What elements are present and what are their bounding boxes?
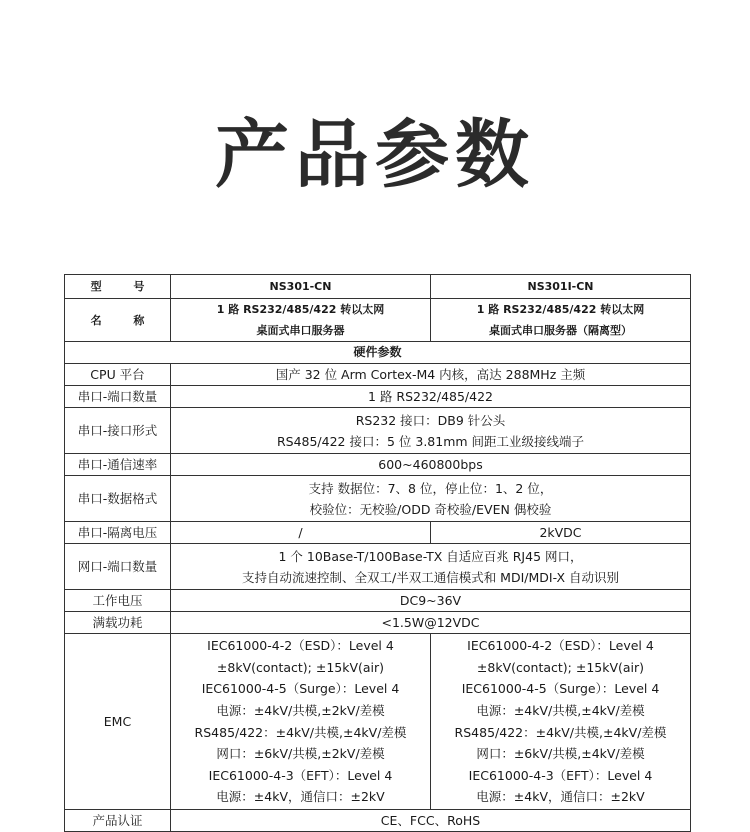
table-row-cpu: [65, 364, 691, 386]
voltage-value: DC9~36V: [171, 590, 691, 612]
port-count-value: 1 路 RS232/485/422: [171, 386, 691, 408]
table-row-power: [65, 612, 691, 634]
emc-line: IEC61000-4-3（EFT）：Level 4: [208, 767, 393, 783]
spec-table: [64, 274, 691, 832]
table-row-emc: [65, 634, 691, 810]
table-row-cert: [65, 810, 691, 832]
net-port-line: 支持自动流速控制、全双工/半双工通信模式和 MDI/MDI-X 自动识别: [241, 569, 619, 585]
voltage-label: 工作电压: [65, 590, 171, 612]
isolation-value-a: /: [171, 522, 431, 544]
emc-line: IEC61000-4-2（ESD）：Level 4: [467, 638, 654, 654]
table-row-data-format: [65, 476, 691, 522]
net-port-line: 1 个 10Base-T/100Base-TX 自适应百兆 RJ45 网口，: [278, 548, 583, 564]
port-form-line: RS485/422 接口：5 位 3.81mm 间距工业级接线端子: [276, 433, 585, 449]
net-port-value: [171, 544, 691, 590]
power-label: 满载功耗: [65, 612, 171, 634]
name-label: 名 称: [65, 299, 171, 342]
cpu-value: 国产 32 位 Arm Cortex-M4 内核，高达 288MHz 主频: [171, 364, 691, 386]
emc-line: ±8kV(contact); ±15kV(air): [476, 659, 645, 675]
data-format-line: 校验位：无校验/ODD 奇校验/EVEN 偶校验: [309, 501, 552, 517]
emc-label: EMC: [65, 634, 171, 810]
cpu-label: CPU 平台: [65, 364, 171, 386]
table-row-isolation: [65, 522, 691, 544]
port-form-label: 串口-接口形式: [65, 408, 171, 454]
table-row-port-count: [65, 386, 691, 408]
model-a: NS301-CN: [171, 275, 431, 299]
emc-line: ±8kV(contact); ±15kV(air): [216, 659, 385, 675]
name-a-line: 1 路 RS232/485/422 转以太网: [216, 303, 385, 316]
name-a: [171, 299, 431, 342]
baud-label: 串口-通信速率: [65, 454, 171, 476]
table-row-name: [65, 299, 691, 342]
port-form-value: [171, 408, 691, 454]
emc-value-b: [431, 634, 691, 810]
net-port-label: 网口-端口数量: [65, 544, 171, 590]
name-b-line: 桌面式串口服务器（隔离型）: [489, 324, 632, 337]
model-label: 型 号: [65, 275, 171, 299]
emc-line: 网口：±6kV/共模,±4kV/差模: [476, 746, 645, 762]
emc-line: IEC61000-4-5（Surge）：Level 4: [201, 681, 400, 697]
emc-line: RS485/422：±4kV/共模,±4kV/差模: [454, 724, 667, 740]
isolation-value-b: 2kVDC: [431, 522, 691, 544]
table-row-baud: [65, 454, 691, 476]
table-row-model: [65, 275, 691, 299]
isolation-label: 串口-隔离电压: [65, 522, 171, 544]
port-form-line: RS232 接口：DB9 针公头: [355, 412, 506, 428]
table-row-port-form: [65, 408, 691, 454]
emc-line: 网口：±6kV/共模,±2kV/差模: [216, 746, 385, 762]
emc-line: IEC61000-4-3（EFT）：Level 4: [468, 767, 653, 783]
name-b-line: 1 路 RS232/485/422 转以太网: [476, 303, 645, 316]
name-a-line: 桌面式串口服务器: [256, 324, 345, 337]
emc-value-a: [171, 634, 431, 810]
cert-label: 产品认证: [65, 810, 171, 832]
cert-value: CE、FCC、RoHS: [171, 810, 691, 832]
table-row-voltage: [65, 590, 691, 612]
data-format-line: 支持 数据位：7、8 位，停止位：1、2 位，: [308, 480, 553, 496]
data-format-value: [171, 476, 691, 522]
emc-line: 电源：±4kV，通信口：±2kV: [476, 789, 645, 805]
emc-line: 电源：±4kV，通信口：±2kV: [216, 789, 385, 805]
emc-line: 电源：±4kV/共模,±4kV/差模: [476, 702, 645, 718]
emc-line: 电源：±4kV/共模,±2kV/差模: [216, 702, 385, 718]
emc-line: IEC61000-4-5（Surge）：Level 4: [461, 681, 660, 697]
data-format-label: 串口-数据格式: [65, 476, 171, 522]
emc-line: IEC61000-4-2（ESD）：Level 4: [207, 638, 394, 654]
table-row-net-port: [65, 544, 691, 590]
name-b: [431, 299, 691, 342]
emc-line: RS485/422：±4kV/共模,±4kV/差模: [194, 724, 407, 740]
page-title: 产品参数: [215, 112, 535, 198]
port-count-label: 串口-端口数量: [65, 386, 171, 408]
model-b: NS301I-CN: [431, 275, 691, 299]
table-row-section: [65, 342, 691, 364]
power-value: <1.5W@12VDC: [171, 612, 691, 634]
baud-value: 600~460800bps: [171, 454, 691, 476]
section-title: 硬件参数: [65, 342, 691, 364]
